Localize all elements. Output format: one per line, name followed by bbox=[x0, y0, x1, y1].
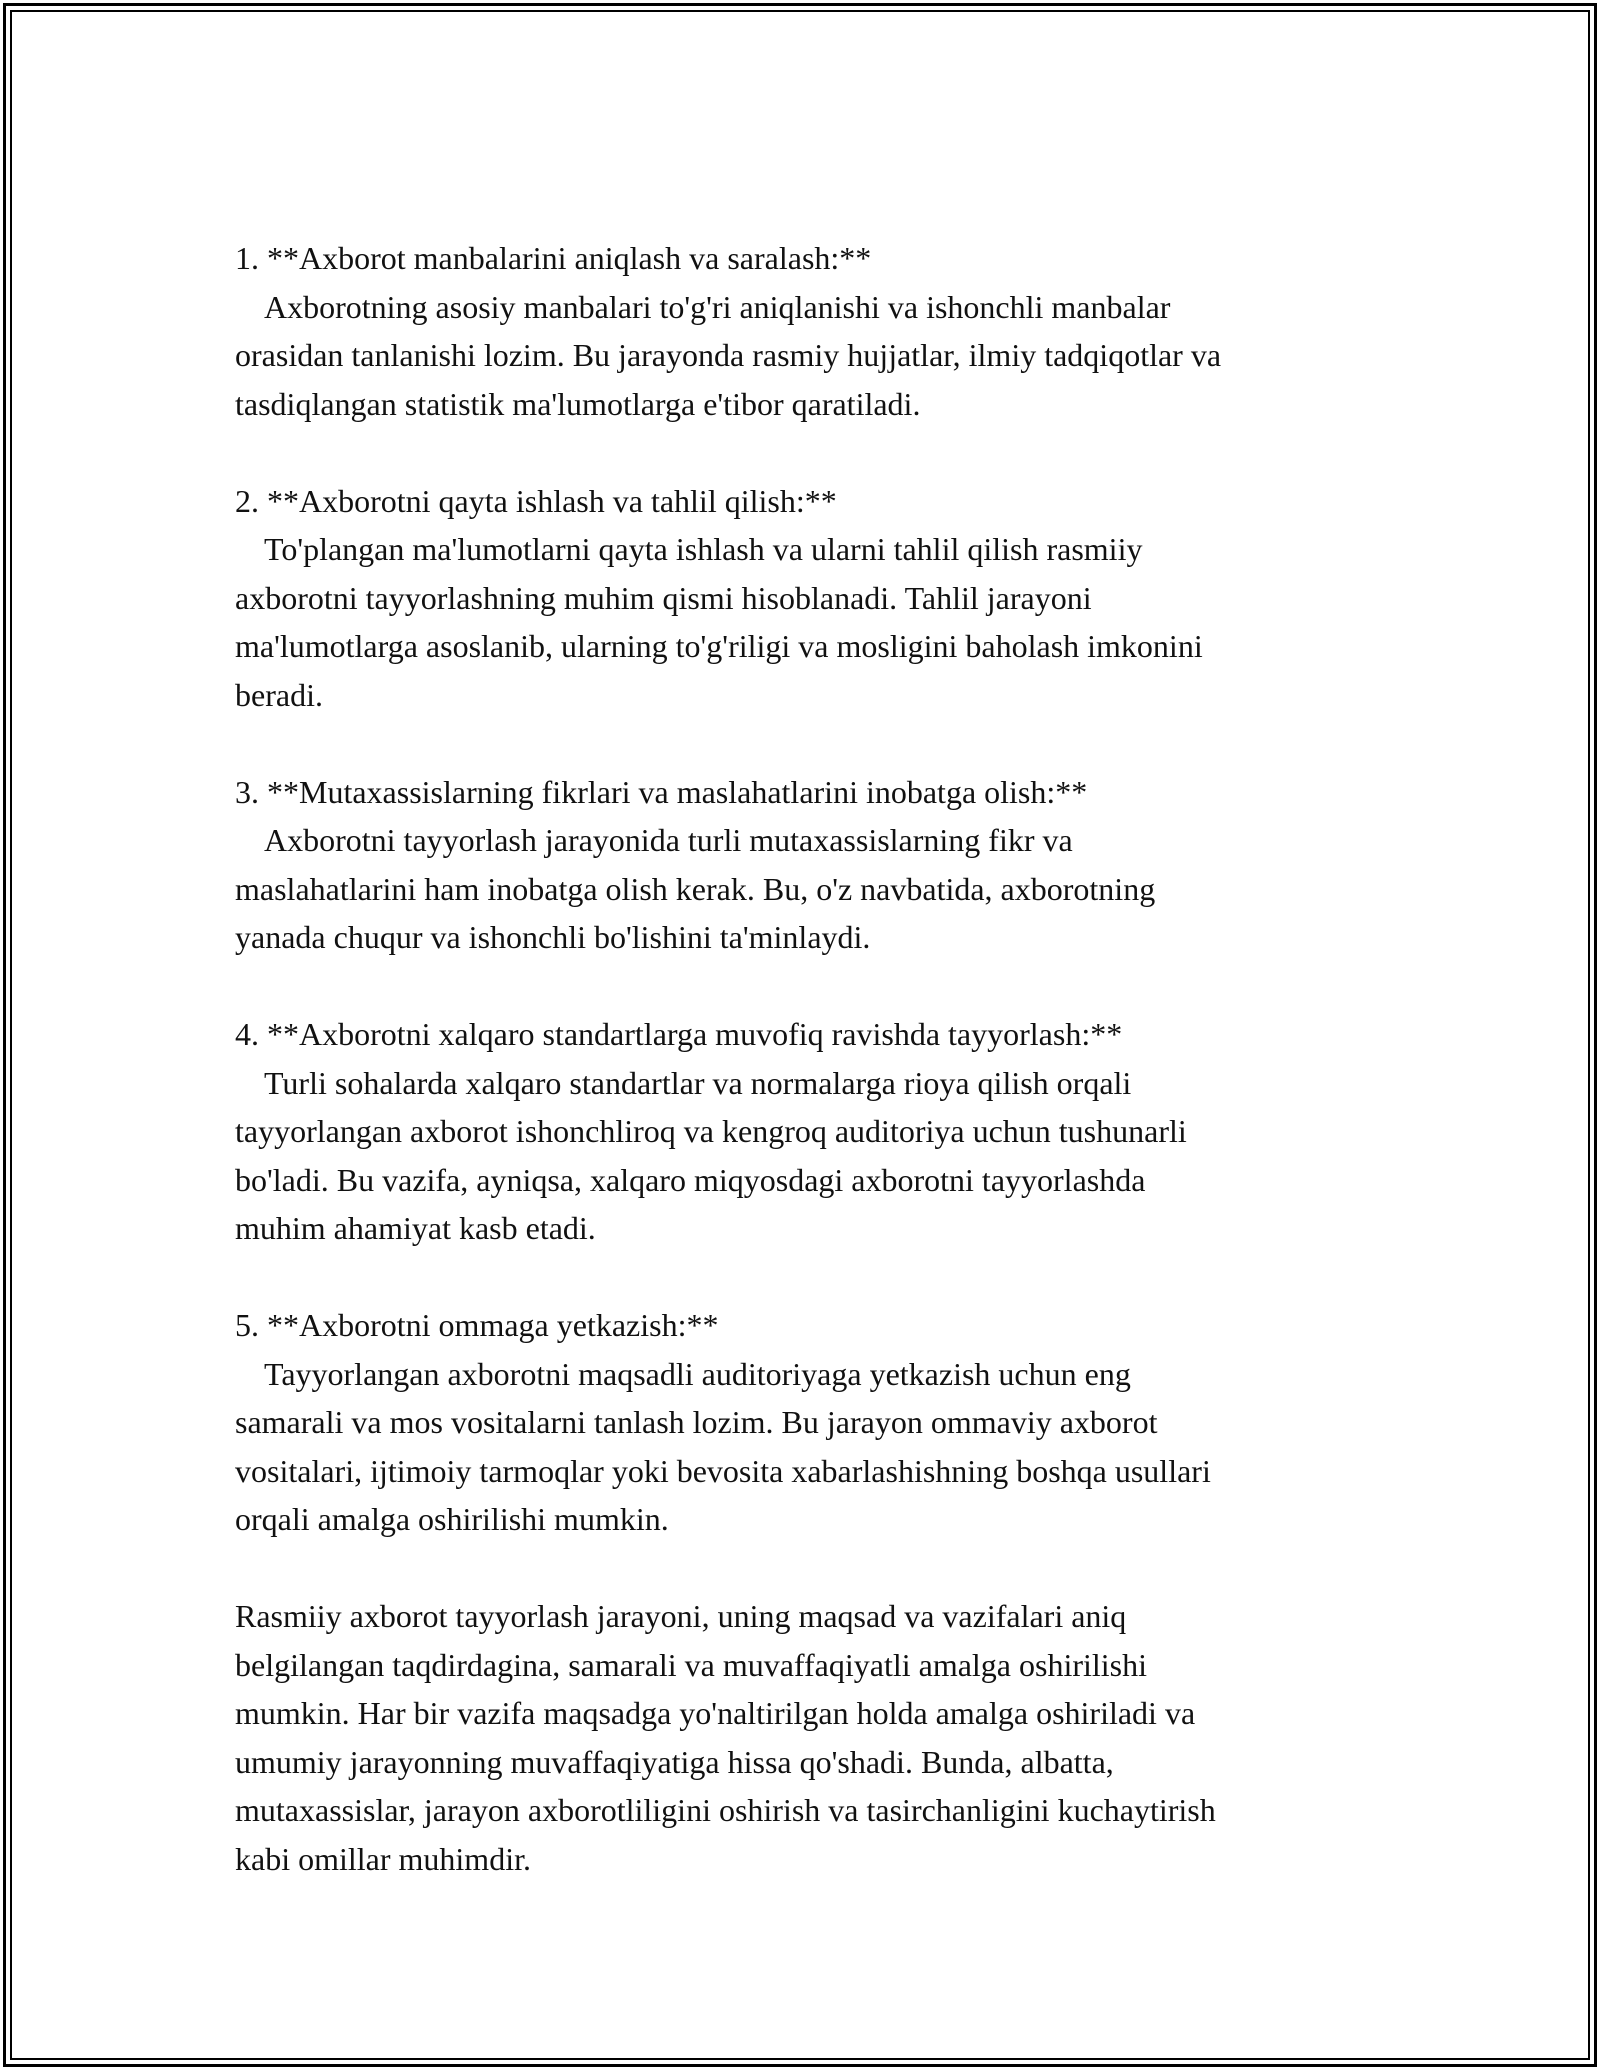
section-heading: 5. **Axborotni ommaga yetkazish:** bbox=[235, 1307, 719, 1343]
conclusion-line: umumiy jarayonning muvaffaqiyatiga hissa qo'shadi. Bunda, albatta, bbox=[235, 1743, 1114, 1780]
conclusion-line: mutaxassislar, jarayon axborotliligini oshirish va tasirchanligini kuchaytirish bbox=[235, 1792, 1216, 1828]
section-1 bbox=[235, 234, 1395, 428]
section-line: Axborotning asosiy manbalari to'g'ri aniqlanishi va ishonchli manbalar bbox=[264, 288, 1171, 325]
section-line: muhim ahamiyat kasb etadi. bbox=[235, 1210, 596, 1246]
section-heading: 3. **Mutaxassislarning fikrlari va maslahatlarini inobatga olish:** bbox=[235, 773, 1088, 810]
section-line: beradi. bbox=[235, 676, 323, 713]
section-heading: 1. **Axborot manbalarini aniqlash va saralash:** bbox=[235, 240, 872, 276]
section-line: orasidan tanlanishi lozim. Bu jarayonda rasmiy hujjatlar, ilmiy tadqiqotlar va bbox=[235, 337, 1222, 373]
section-heading: 2. **Axborotni qayta ishlash va tahlil qilish:** bbox=[235, 482, 837, 519]
conclusion-line: belgilangan taqdirdagina, samarali va muvaffaqiyatli amalga oshirilishi bbox=[235, 1646, 1148, 1683]
section-line: bo'ladi. Bu vazifa, ayniqsa, xalqaro miqyosdagi axborotni tayyorlashda bbox=[235, 1161, 1146, 1198]
section-line: orqali amalga oshirilishi mumkin. bbox=[235, 1501, 669, 1537]
document-body bbox=[235, 234, 1395, 1932]
section-line: maslahatlarini ham inobatga olish kerak. Bu, o'z navbatida, axborotning bbox=[235, 870, 1156, 907]
conclusion-line: kabi omillar muhimdir. bbox=[235, 1840, 531, 1877]
section-line: ma'lumotlarga asoslanib, ularning to'g'riligi va mosligini baholash imkonini bbox=[235, 628, 1203, 664]
section-3 bbox=[235, 768, 1395, 962]
section-line: samarali va mos vositalarni tanlash lozim. Bu jarayon ommaviy axborot bbox=[235, 1404, 1158, 1440]
conclusion-line: Rasmiiy axborot tayyorlash jarayoni, uning maqsad va vazifalari aniq bbox=[235, 1598, 1127, 1634]
section-line: To'plangan ma'lumotlarni qayta ishlash va ularni tahlil qilish rasmiiy bbox=[264, 531, 1143, 567]
section-line: Tayyorlangan axborotni maqsadli auditoriyaga yetkazish uchun eng bbox=[264, 1355, 1131, 1392]
section-5 bbox=[235, 1301, 1395, 1544]
section-line: tasdiqlangan statistik ma'lumotlarga e'tibor qaratiladi. bbox=[235, 385, 921, 422]
section-line: yanada chuqur va ishonchli bo'lishini ta'minlaydi. bbox=[235, 919, 871, 955]
conclusion-line: mumkin. Har bir vazifa maqsadga yo'naltirilgan holda amalga oshiriladi va bbox=[235, 1695, 1196, 1731]
section-line: Turli sohalarda xalqaro standartlar va normalarga rioya qilish orqali bbox=[264, 1064, 1132, 1101]
conclusion-paragraph bbox=[235, 1592, 1395, 1883]
section-line: Axborotni tayyorlash jarayonida turli mutaxassislarning fikr va bbox=[264, 822, 1073, 858]
section-2 bbox=[235, 477, 1395, 720]
section-line: tayyorlangan axborot ishonchliroq va kengroq auditoriya uchun tushunarli bbox=[235, 1113, 1187, 1149]
section-line: axborotni tayyorlashning muhim qismi hisoblanadi. Tahlil jarayoni bbox=[235, 579, 1092, 616]
section-line: vositalari, ijtimoiy tarmoqlar yoki bevosita xabarlashishning boshqa usullari bbox=[235, 1452, 1211, 1489]
section-4 bbox=[235, 1010, 1395, 1253]
section-heading: 4. **Axborotni xalqaro standartlarga muvofiq ravishda tayyorlash:** bbox=[235, 1016, 1123, 1052]
